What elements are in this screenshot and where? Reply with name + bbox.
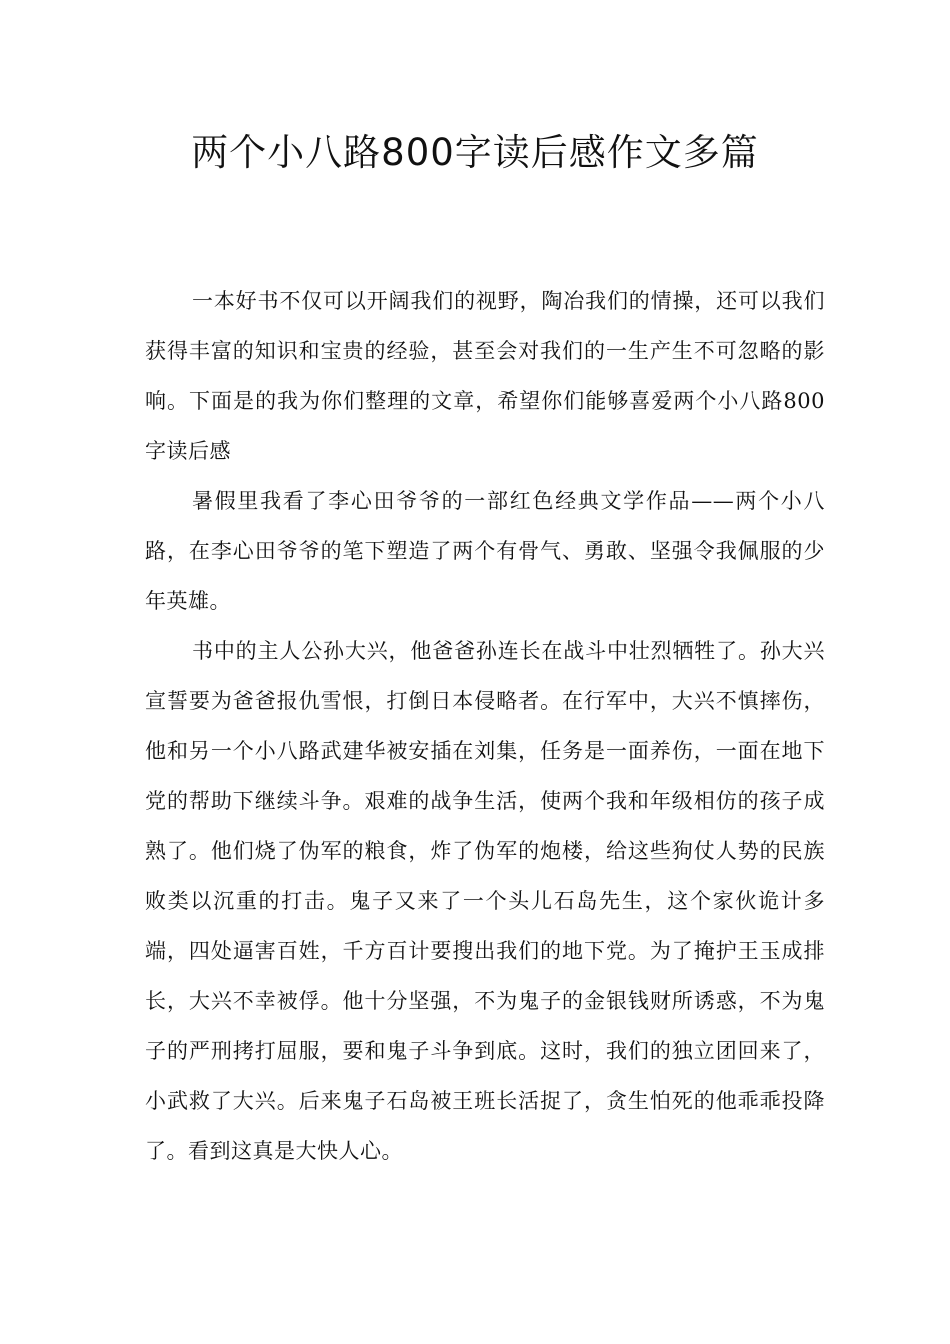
document-title: 两个小八路800字读后感作文多篇 (191, 131, 759, 174)
paragraph-summary: 暑假里我看了李心田爷爷的一部红色经典文学作品——两个小八路，在李心田爷爷的笔下塑造了两个有骨气、勇敢、坚强令我佩服的少年英雄。 (145, 489, 825, 613)
paragraph-plot: 书中的主人公孙大兴，他爸爸孙连长在战斗中壮烈牺牲了。孙大兴宣誓要为爸爸报仇雪恨，打倒日本侵略者。在行军中，大兴不慎摔伤，他和另一个小八路武建华被安插在刘集，任务是一面养伤，一面在地下党的帮助下继续斗争。艰难的战争生活，使两个我和年级相仿的孩子成熟了。他们烧了伪军的粮食，炸了伪军的炮楼，给这些狗仗人势的民族败类以沉重的打击。鬼子又来了一个头儿石岛先生，这个家伙诡计多端，四处逼害百姓，千方百计要搜出我们的地下党。为了掩护王玉成排长，大兴不幸被俘。他十分坚强，不为鬼子的金银钱财所诱惑，不为鬼子的严刑拷打屈服，要和鬼子斗争到底。这时，我们的独立团回来了，小武救了大兴。后来鬼子石岛被王班长活捉了，贪生怕死的他乖乖投降了。看到这真是大快人心。 (145, 639, 825, 1163)
document-body (145, 276, 825, 1176)
paragraph-intro: 一本好书不仅可以开阔我们的视野，陶冶我们的情操，还可以我们获得丰富的知识和宝贵的经验，甚至会对我们的一生产生不可忽略的影响。下面是的我为你们整理的文章，希望你们能够喜爱两个小八路800字读后感 (145, 289, 825, 463)
